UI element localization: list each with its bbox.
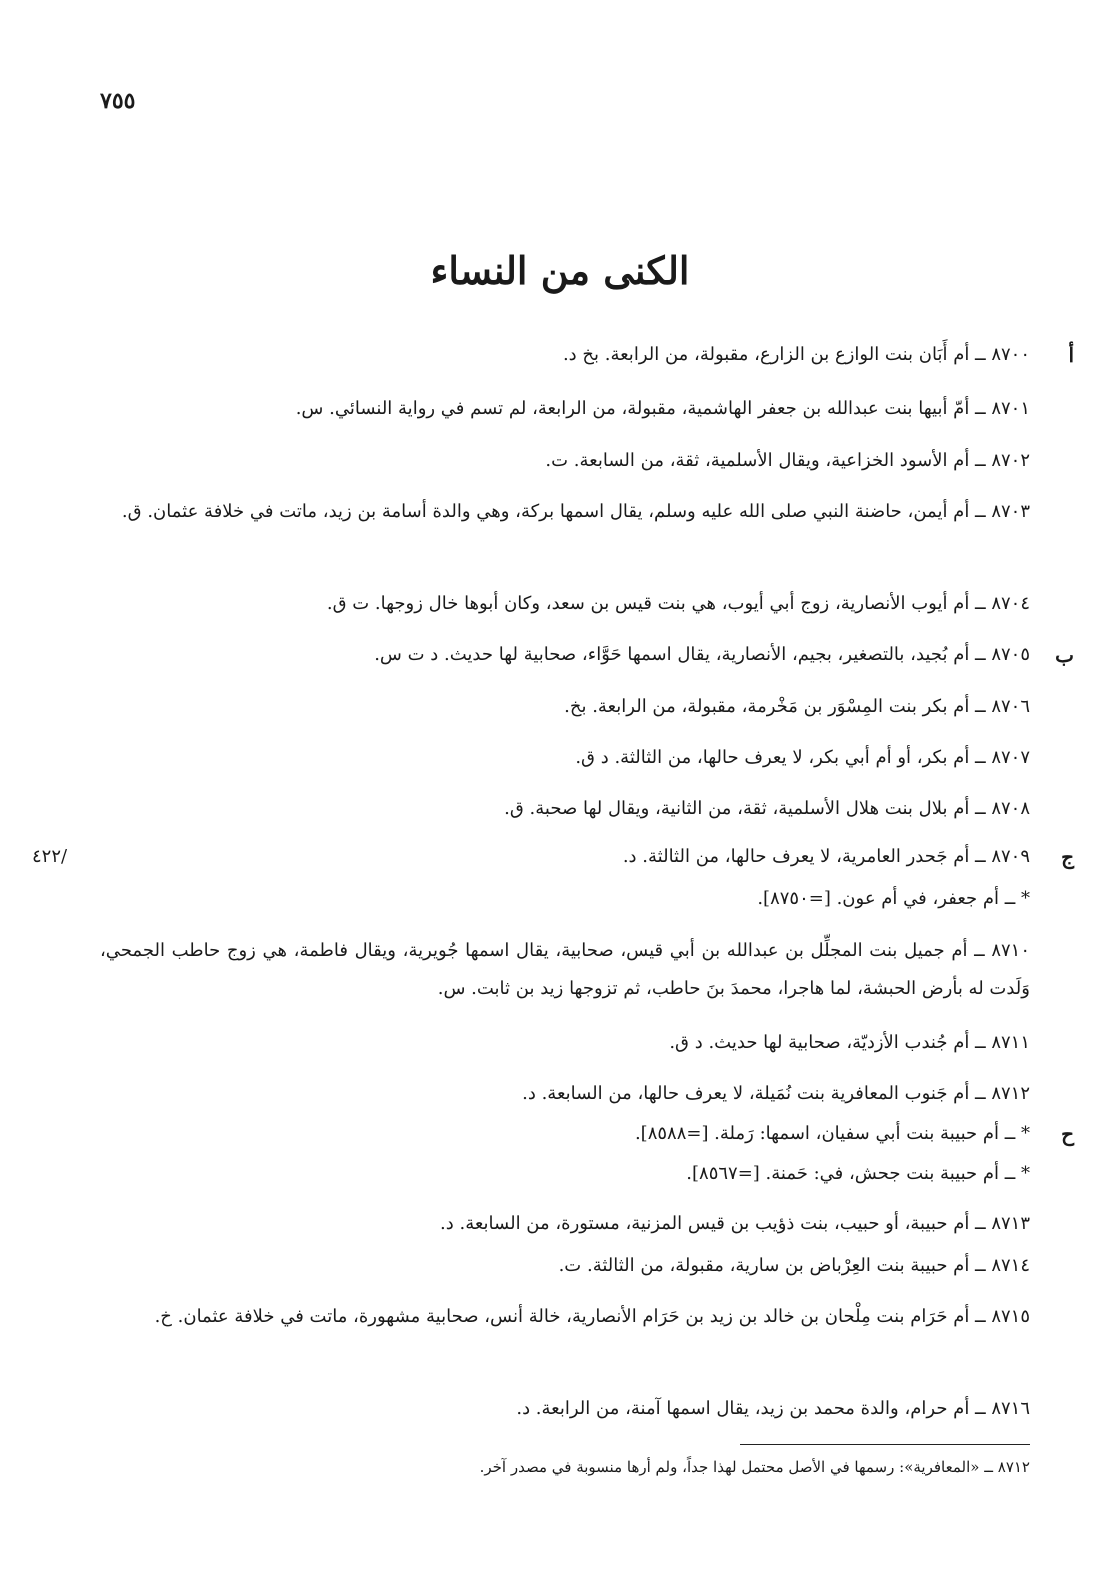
entry-8702: ٨٧٠٢ ــ أم الأسود الخزاعية، ويقال الأسلمية، ثقة، من السابعة. ت. <box>545 450 1030 471</box>
entry-8710: ٨٧١٠ ــ أم جميل بنت المجلِّل بن عبدالله بن أبي قيس، صحابية، يقال اسمها جُويرية، ويقال فاطمة، هي زوج حاطب الجمحي، وَلَدت له بأرض الحبشة، لما هاجرا، محمدَ بنَ حاطب، ثم تزوجها زيد بن ثابت. س. <box>100 940 1030 999</box>
section-letter-ba: ب <box>1055 643 1074 667</box>
margin-reference: /٤٢٢ <box>32 846 68 867</box>
entry-8701: ٨٧٠١ ــ أمّ أبيها بنت عبدالله بن جعفر الهاشمية، مقبولة، من الرابعة، لم تسم في رواية النسائي. س. <box>295 398 1030 419</box>
entry-8707: ٨٧٠٧ ــ أم بكر، أو أم أبي بكر، لا يعرف حالها، من الثالثة. د ق. <box>575 747 1030 768</box>
entry-8713: ٨٧١٣ ــ أم حبيبة، أو حبيب، بنت ذؤيب بن قيس المزنية، مستورة، من السابعة. د. <box>440 1213 1030 1234</box>
entry-8705: ٨٧٠٥ ــ أم بُجيد، بالتصغير، بجيم، الأنصارية، يقال اسمها حَوَّاء، صحابية لها حديث. د ت س. <box>374 644 1030 665</box>
entry-8714: ٨٧١٤ ــ أم حبيبة بنت العِرْباض بن سارية، مقبولة، من الثالثة. ت. <box>558 1255 1030 1276</box>
page-number: ٧٥٥ <box>100 88 136 114</box>
entry-8706: ٨٧٠٦ ــ أم بكر بنت المِسْوَر بن مَخْرمة، مقبولة، من الرابعة. بخ. <box>564 696 1030 717</box>
entry-8715: ٨٧١٥ ــ أم حَرَام بنت مِلْحان بن خالد بن زيد بن حَرَام الأنصارية، خالة أنس، صحابية مشهورة، ماتت في خلافة عثمان. خ. <box>154 1306 1030 1327</box>
page-title: الكنى من النساء <box>430 248 690 293</box>
cross-ref-umm-habiba-abi-sufyan: * ــ أم حبيبة بنت أبي سفيان، اسمها: رَملة. [=٨٥٨٨]. <box>634 1123 1030 1144</box>
entry-8700: ٨٧٠٠ ــ أم أَبَان بنت الوازع بن الزارع، مقبولة، من الرابعة. بخ د. <box>562 344 1030 365</box>
entry-8712: ٨٧١٢ ــ أم جَنوب المعافرية بنت نُمَيلة، لا يعرف حالها، من السابعة. د. <box>522 1083 1030 1104</box>
entry-8711: ٨٧١١ ــ أم جُندب الأزديّة، صحابية لها حديث. د ق. <box>669 1032 1030 1053</box>
cross-ref-umm-jafar: * ــ أم جعفر، في أم عون. [=٨٧٥٠]. <box>757 888 1030 909</box>
section-letter-alif: أ <box>1068 343 1074 367</box>
footnote: ٨٧١٢ ــ «المعافرية»: رسمها في الأصل محتمل لهذا جداً، ولم أرها منسوبة في مصدر آخر. <box>479 1458 1030 1476</box>
section-letter-jim: ج <box>1061 845 1074 869</box>
entry-8716: ٨٧١٦ ــ أم حرام، والدة محمد بن زيد، يقال اسمها آمنة، من الرابعة. د. <box>516 1398 1030 1419</box>
entry-8709: ٨٧٠٩ ــ أم جَحدر العامرية، لا يعرف حالها، من الثالثة. د. <box>622 846 1030 867</box>
cross-ref-umm-habiba-jahsh: * ــ أم حبيبة بنت جحش، في: حَمنة. [=٨٥٦٧]. <box>686 1163 1030 1184</box>
section-letter-ha: ح <box>1061 1122 1074 1146</box>
entry-8704: ٨٧٠٤ ــ أم أيوب الأنصارية، زوج أبي أيوب، هي بنت قيس بن سعد، وكان أبوها خال زوجها. ت ق. <box>326 593 1030 614</box>
footnote-divider <box>740 1444 1030 1445</box>
entry-8703: ٨٧٠٣ ــ أم أيمن، حاضنة النبي صلى الله عليه وسلم، يقال اسمها بركة، وهي والدة أسامة بن زيد، ماتت في خلافة عثمان. ق. <box>121 501 1030 522</box>
entry-8708: ٨٧٠٨ ــ أم بلال بنت هلال الأسلمية، ثقة، من الثانية، ويقال لها صحبة. ق. <box>504 798 1030 819</box>
